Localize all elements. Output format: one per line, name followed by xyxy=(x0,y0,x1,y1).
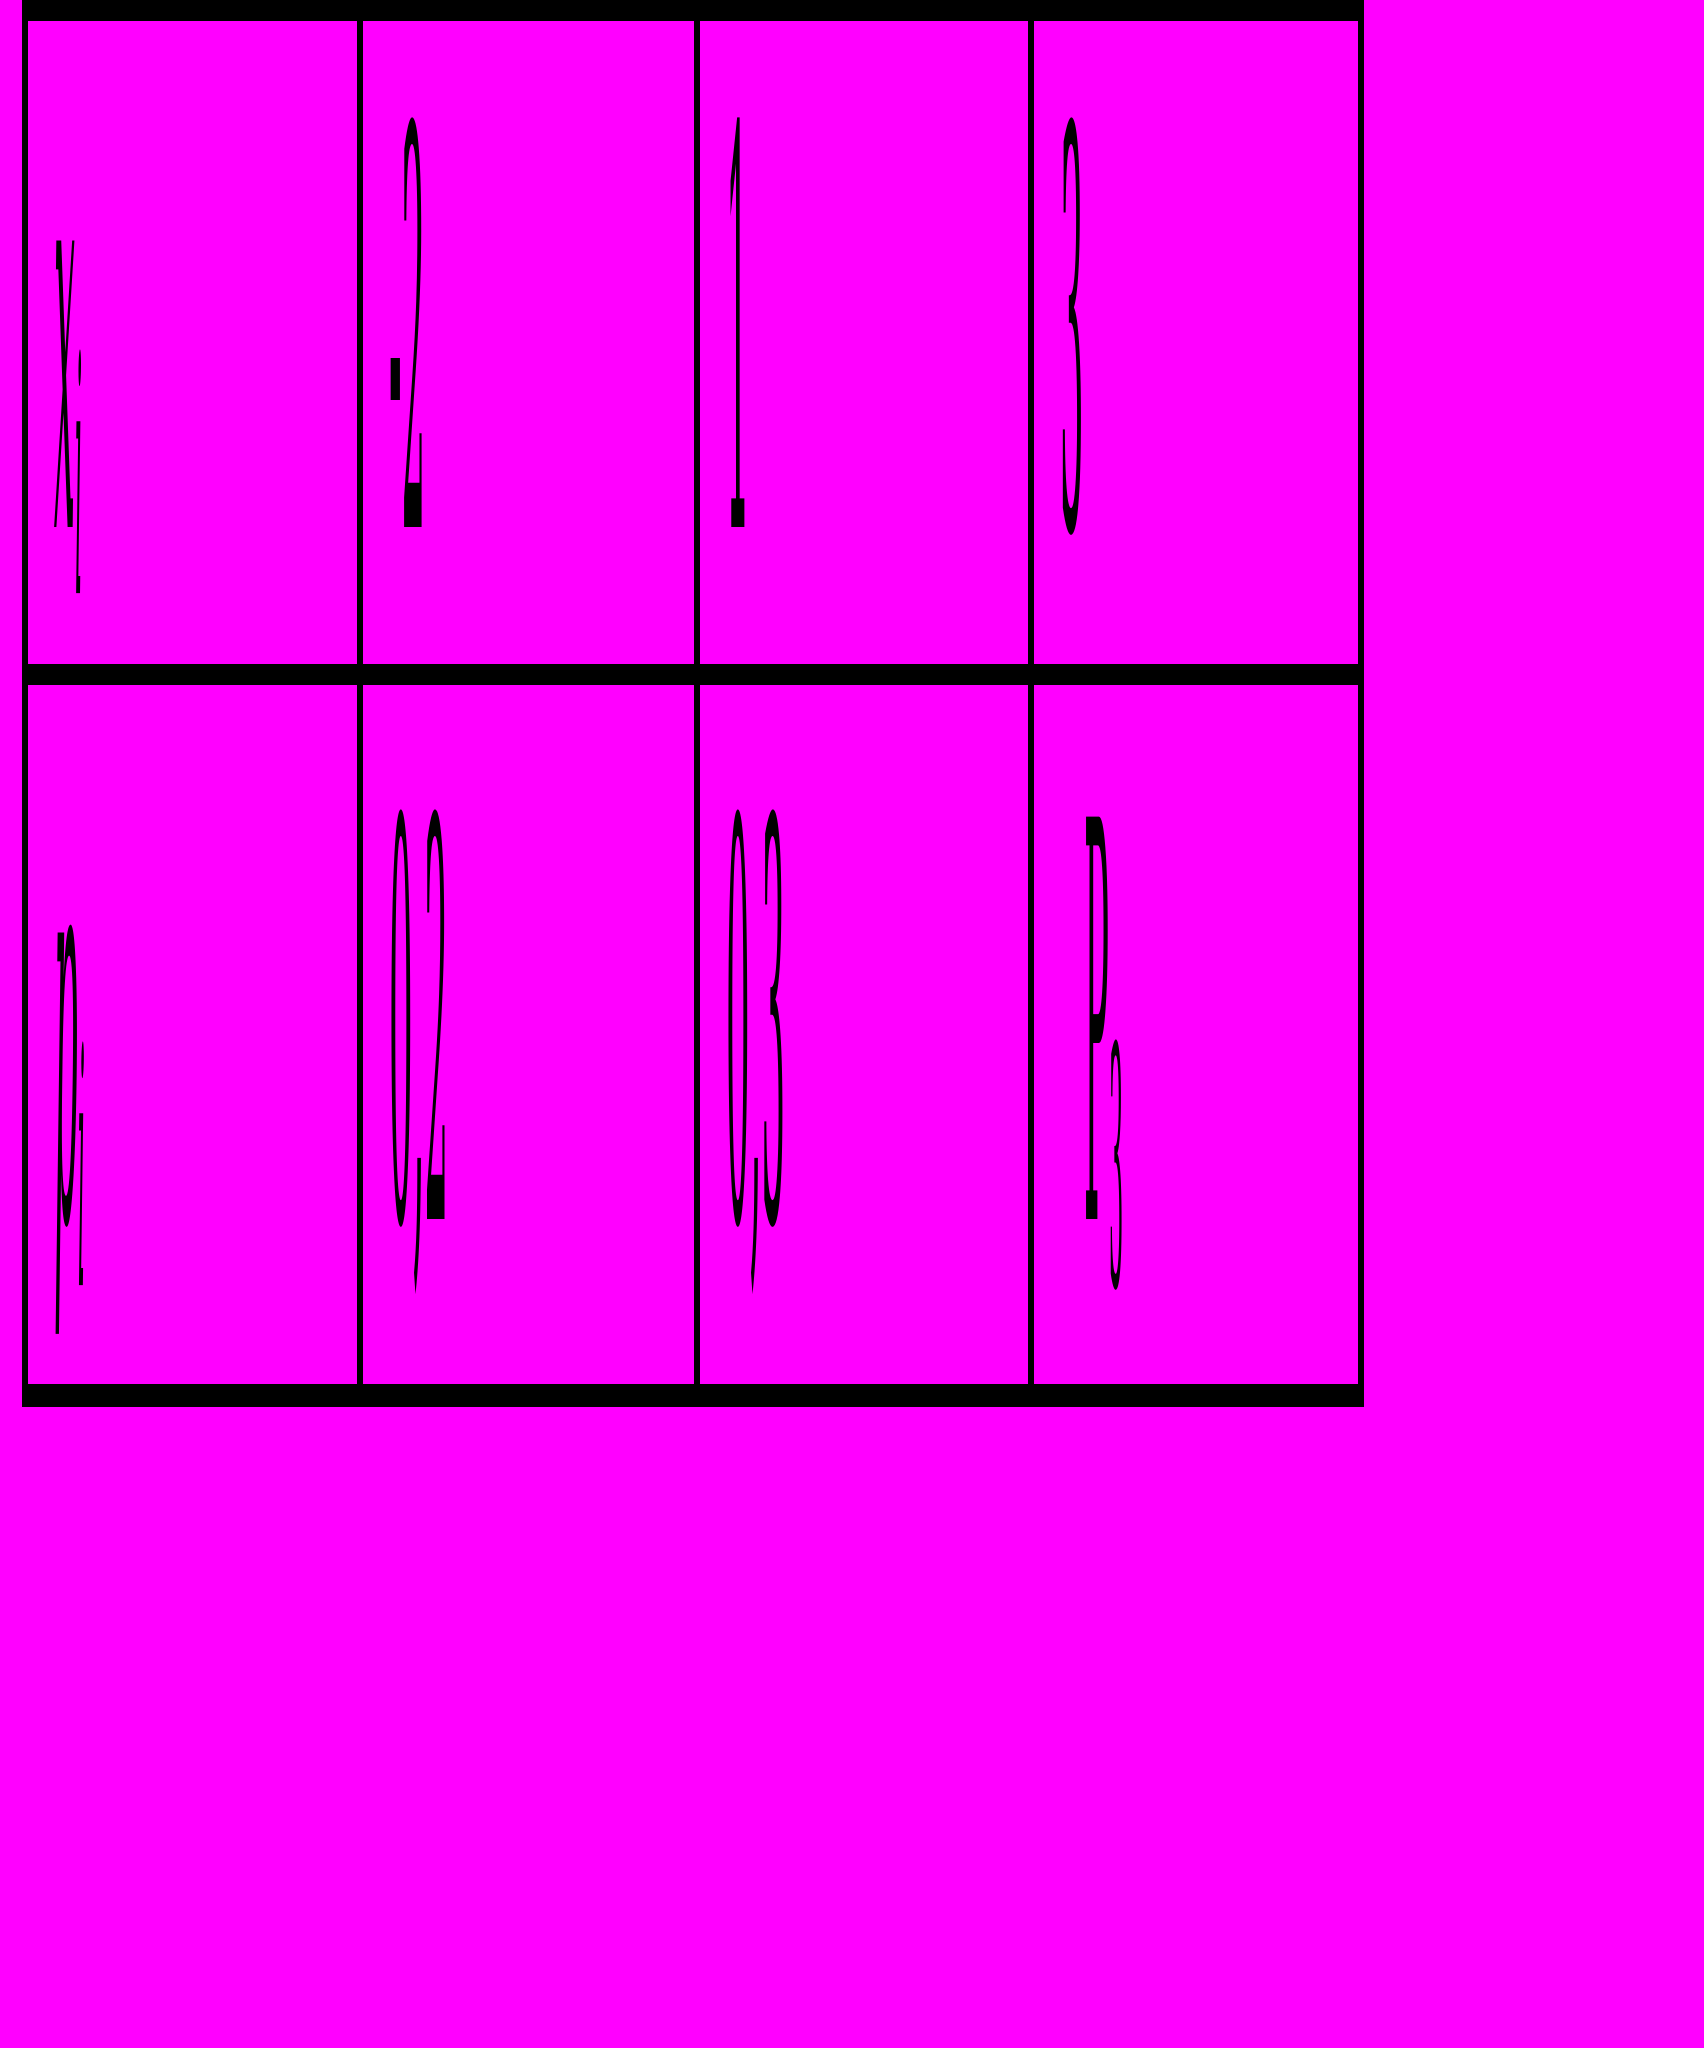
x-i-header-cell xyxy=(28,20,357,676)
value-base: 1 xyxy=(726,20,750,665)
probability-cell-0-3 xyxy=(700,685,1028,1384)
x-label-base: x xyxy=(54,20,75,665)
value-cell-minus-2 xyxy=(363,21,694,664)
probability-text xyxy=(389,712,449,1357)
p3-unknown-text xyxy=(1084,712,1124,1368)
p-i-label xyxy=(54,712,85,1368)
probability-cell-p3 xyxy=(1034,685,1358,1384)
x-i-label xyxy=(54,20,83,676)
value-text xyxy=(389,20,426,665)
value-base: -2 xyxy=(389,20,426,665)
value-cell-3 xyxy=(1034,21,1358,664)
p-label-subscript: i xyxy=(77,990,85,1368)
probability-base: 0,3 xyxy=(726,712,786,1357)
value-cell-1 xyxy=(700,21,1028,664)
probability-base: 0,2 xyxy=(389,712,449,1357)
value-text xyxy=(726,20,750,665)
probability-text xyxy=(726,712,786,1357)
p3-subscript: 3 xyxy=(1109,990,1124,1368)
p3-base: P xyxy=(1084,712,1110,1357)
p-i-header-cell xyxy=(28,685,357,1384)
x-label-subscript: i xyxy=(74,298,83,676)
probability-cell-0-2 xyxy=(363,685,694,1384)
probability-distribution-table xyxy=(22,0,1364,1407)
p-label-base: p xyxy=(54,712,78,1357)
value-base: 3 xyxy=(1060,20,1084,665)
value-text xyxy=(1060,20,1084,665)
